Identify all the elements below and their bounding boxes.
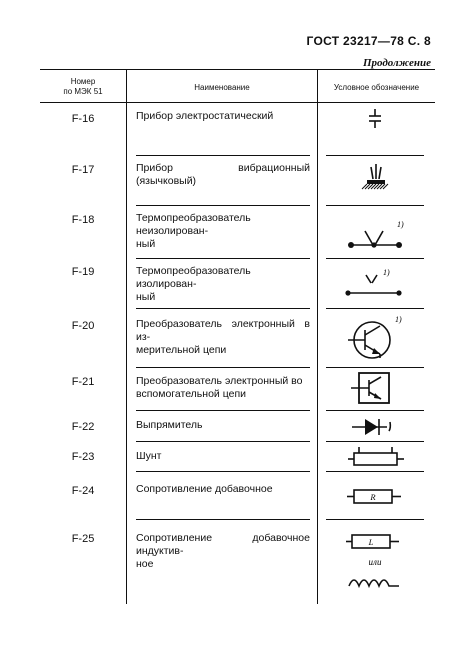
row-name-line: Термопреобразователь изолирован- bbox=[136, 265, 251, 290]
row-name bbox=[136, 483, 310, 496]
row-name-line: ный bbox=[136, 238, 156, 250]
inductor-coil bbox=[349, 580, 399, 586]
vibration-base bbox=[367, 180, 385, 184]
row-name-line: Термопреобразователь неизолирован- bbox=[136, 212, 251, 237]
continued-label: Продолжение bbox=[362, 57, 431, 69]
row-name-line: Шунт bbox=[136, 450, 162, 462]
row-name-line: Сопротивление добавочное bbox=[136, 483, 273, 495]
row-code: F-21 bbox=[71, 376, 95, 388]
row-name-line: Выпрямитель bbox=[136, 419, 203, 431]
row-name-line: вспомогательной цепи bbox=[136, 388, 246, 400]
shunt-symbol bbox=[317, 444, 435, 472]
row-name-line: Прибор электростатический bbox=[136, 110, 274, 122]
electronic-converter-auxiliary-symbol bbox=[317, 371, 435, 409]
row-name-line: Сопротивление добавочное индуктив- bbox=[136, 532, 310, 557]
additional-resistor-symbol bbox=[317, 483, 435, 513]
column-header-name: Наименование bbox=[194, 83, 250, 92]
row-name bbox=[136, 318, 310, 357]
row-name bbox=[136, 419, 310, 432]
row-name bbox=[136, 110, 310, 123]
row-name bbox=[136, 265, 310, 304]
row-code: F-16 bbox=[71, 113, 95, 125]
row-name bbox=[136, 375, 310, 401]
uninsulated-thermoconverter-symbol bbox=[317, 209, 435, 255]
row-name-line: ный bbox=[136, 291, 156, 303]
row-name-line: Преобразователь электронный во bbox=[136, 375, 303, 387]
resistor-letter: R bbox=[370, 492, 376, 502]
vibration-instrument-symbol bbox=[317, 159, 435, 203]
row-code: F-25 bbox=[71, 533, 95, 545]
electronic-converter-measuring-symbol bbox=[317, 312, 435, 364]
alternative-label: или bbox=[368, 557, 382, 567]
row-code: F-22 bbox=[71, 421, 95, 433]
row-name bbox=[136, 162, 310, 188]
footnote-mark: 1) bbox=[383, 268, 390, 277]
row-name-line: Прибор вибрационный (язычковый) bbox=[136, 162, 310, 187]
row-name bbox=[136, 212, 310, 251]
inductive-resistor-symbol bbox=[317, 531, 435, 601]
electrostatic-instrument-symbol bbox=[317, 107, 435, 151]
column-header-code-line2: по МЭК 51 bbox=[63, 87, 103, 96]
row-code: F-24 bbox=[71, 485, 95, 497]
footnote-mark: 1) bbox=[395, 315, 402, 324]
row-name bbox=[136, 450, 310, 463]
row-name bbox=[136, 532, 310, 571]
row-name-line: ное bbox=[136, 558, 154, 570]
row-code: F-23 bbox=[71, 451, 95, 463]
row-name-line: мерительной цепи bbox=[136, 344, 227, 356]
column-header-code bbox=[40, 77, 126, 97]
inductor-letter: L bbox=[368, 537, 374, 547]
row-code: F-19 bbox=[71, 266, 95, 278]
page-header-title: ГОСТ 23217—78 С. 8 bbox=[306, 34, 431, 48]
symbols-table bbox=[40, 69, 435, 604]
row-name-line: Преобразователь электронный в из- bbox=[136, 318, 310, 343]
column-header-symbol: Условное обозначение bbox=[333, 83, 420, 92]
insulated-thermoconverter-symbol bbox=[317, 261, 435, 307]
row-code: F-18 bbox=[71, 214, 95, 226]
rectifier-symbol bbox=[317, 414, 435, 440]
row-code: F-20 bbox=[71, 320, 95, 332]
footnote-mark: 1) bbox=[397, 220, 404, 229]
column-header-code-line1: Номер bbox=[70, 77, 96, 86]
row-code: F-17 bbox=[71, 164, 95, 176]
